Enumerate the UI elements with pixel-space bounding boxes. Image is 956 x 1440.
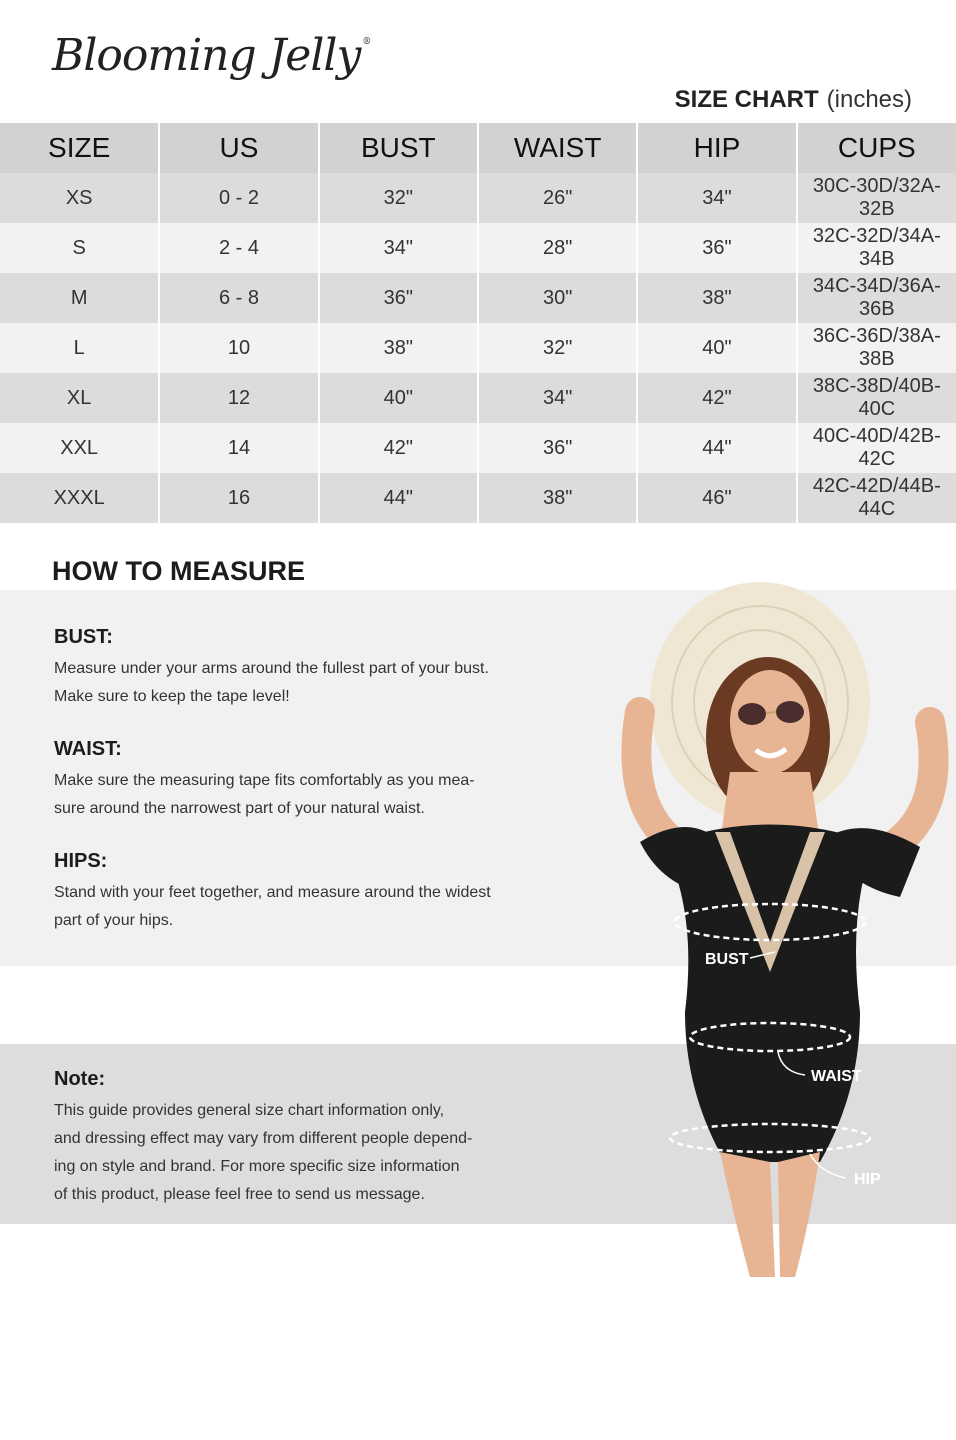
table-row — [0, 323, 956, 373]
cell-us: 12 — [159, 373, 318, 423]
cell-size: XXXL — [0, 473, 159, 523]
table-row — [0, 173, 956, 223]
cell-waist: 26" — [478, 173, 637, 223]
cell-waist: 34" — [478, 373, 637, 423]
waist-instructions — [54, 738, 544, 823]
cell-us: 2 - 4 — [159, 223, 318, 273]
cell-size: XS — [0, 173, 159, 223]
cell-size: M — [0, 273, 159, 323]
waist-line-2: sure around the narrowest part of your natural waist. — [54, 800, 425, 817]
table-row — [0, 423, 956, 473]
bust-heading: BUST: — [54, 626, 113, 648]
col-cups: CUPS — [797, 123, 956, 173]
cell-cups: 36C-36D/38A-38B — [797, 323, 956, 373]
cell-size: XXL — [0, 423, 159, 473]
cell-hip: 44" — [637, 423, 796, 473]
cell-size: L — [0, 323, 159, 373]
cell-size: XL — [0, 373, 159, 423]
cell-bust: 34" — [319, 223, 478, 273]
cell-hip: 36" — [637, 223, 796, 273]
cell-cups: 30C-30D/32A-32B — [797, 173, 956, 223]
note-line-4: of this product, please feel free to send us message. — [54, 1186, 425, 1203]
size-table — [0, 123, 956, 523]
bust-line-2: Make sure to keep the tape level! — [54, 688, 290, 705]
note-block — [54, 1068, 544, 1209]
hips-line-2: part of your hips. — [54, 912, 174, 929]
cell-waist: 36" — [478, 423, 637, 473]
model-figure — [520, 572, 956, 1282]
how-to-measure-title: HOW TO MEASURE — [52, 556, 306, 586]
cell-hip: 38" — [637, 273, 796, 323]
cell-us: 0 - 2 — [159, 173, 318, 223]
brand-logo — [52, 30, 370, 81]
cell-hip: 40" — [637, 323, 796, 373]
sunglasses-icon — [738, 703, 766, 725]
waist-label: WAIST — [811, 1068, 862, 1085]
cell-waist: 30" — [478, 273, 637, 323]
table-row — [0, 223, 956, 273]
size-chart-title — [675, 86, 912, 114]
brand-name: Blooming Jelly — [52, 30, 361, 81]
col-hip: HIP — [637, 123, 796, 173]
size-table-header — [0, 123, 956, 173]
cell-cups: 40C-40D/42B-42C — [797, 423, 956, 473]
table-row — [0, 473, 956, 523]
cell-bust: 32" — [319, 173, 478, 223]
cell-bust: 44" — [319, 473, 478, 523]
cell-hip: 34" — [637, 173, 796, 223]
cell-size: S — [0, 223, 159, 273]
cell-waist: 28" — [478, 223, 637, 273]
registered-mark: ® — [362, 37, 371, 47]
cell-cups: 32C-32D/34A-34B — [797, 223, 956, 273]
chart-title-main: SIZE CHART — [674, 86, 819, 113]
cell-hip: 42" — [637, 373, 796, 423]
col-bust: BUST — [319, 123, 478, 173]
hip-label: HIP — [854, 1171, 881, 1188]
waist-line-1: Make sure the measuring tape fits comfortably as you mea- — [54, 772, 475, 789]
note-line-1: This guide provides general size chart information only, — [54, 1102, 445, 1119]
cell-us: 14 — [159, 423, 318, 473]
bust-line-1: Measure under your arms around the fullest part of your bust. — [54, 660, 489, 677]
col-size: SIZE — [0, 123, 159, 173]
col-waist: WAIST — [478, 123, 637, 173]
table-row — [0, 273, 956, 323]
hips-instructions — [54, 850, 544, 935]
bust-label: BUST — [705, 951, 749, 968]
cell-us: 6 - 8 — [159, 273, 318, 323]
cell-bust: 40" — [319, 373, 478, 423]
cell-cups: 38C-38D/40B-40C — [797, 373, 956, 423]
cell-bust: 42" — [319, 423, 478, 473]
cell-us: 16 — [159, 473, 318, 523]
model-illustration — [520, 572, 956, 1282]
cell-bust: 36" — [319, 273, 478, 323]
bust-instructions — [54, 626, 544, 711]
note-heading: Note: — [54, 1068, 106, 1090]
cell-hip: 46" — [637, 473, 796, 523]
hips-line-1: Stand with your feet together, and measure around the widest — [54, 884, 491, 901]
cell-cups: 34C-34D/36A-36B — [797, 273, 956, 323]
note-line-2: and dressing effect may vary from different people depend- — [54, 1130, 473, 1147]
cell-cups: 42C-42D/44B-44C — [797, 473, 956, 523]
table-row — [0, 373, 956, 423]
cell-bust: 38" — [319, 323, 478, 373]
chart-title-unit: (inches) — [826, 86, 912, 113]
note-line-3: ing on style and brand. For more specific size information — [54, 1158, 460, 1175]
waist-heading: WAIST: — [54, 738, 122, 760]
hips-heading: HIPS: — [54, 850, 108, 872]
cell-waist: 32" — [478, 323, 637, 373]
col-us: US — [159, 123, 318, 173]
cell-waist: 38" — [478, 473, 637, 523]
cell-us: 10 — [159, 323, 318, 373]
